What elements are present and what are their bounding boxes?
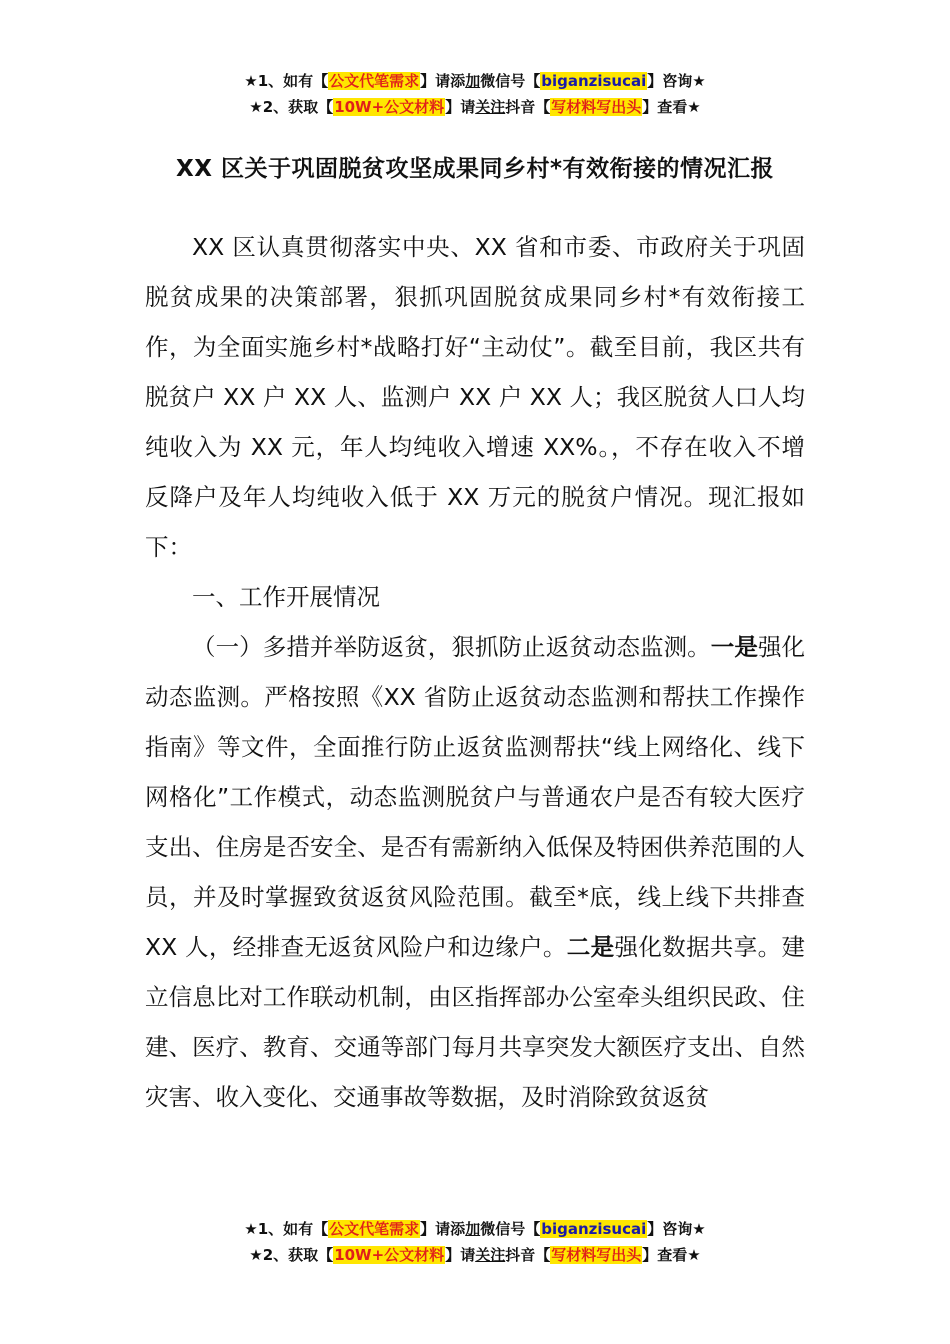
banner-wechat-id: biganzisucai — [541, 1220, 647, 1238]
banner-wechat-id: biganzisucai — [541, 72, 647, 90]
section-heading-1: 一、工作开展情况 — [192, 583, 380, 611]
banner-highlight-douyin: 写材料写出头 — [551, 98, 642, 116]
intro-paragraph: XX 区认真贯彻落实中央、XX 省和市委、市政府关于巩固脱贫成果的决策部署，狠抓巩固脱贫成果同乡村*有效衔接工作，为全面实施乡村*战略打好“主动仗”。截至目前，我区共有脱贫户 XX 户 XX 人、监测户 XX 户 XX 人；我区脱贫人口人均纯收入为 XX 元，年人均纯收入增速 XX%。，不存在收入不增反降户及年人均纯收入低于 XX 万元的脱贫户情况。现汇报如下： — [145, 233, 805, 561]
banner-highlight-service: 公文代笔需求 — [329, 72, 420, 90]
banner-highlight-service: 公文代笔需求 — [329, 1220, 420, 1238]
banner-highlight-douyin: 写材料写出头 — [551, 1246, 642, 1264]
banner-highlight-materials: 10W+公文材料 — [334, 1246, 445, 1264]
footer-banner — [0, 1216, 950, 1268]
paragraph-prevention: （一）多措并举防返贫，狠抓防止返贫动态监测。一是强化动态监测。严格按照《XX 省防止返贫动态监测和帮扶工作操作指南》等文件，全面推行防止返贫监测帮扶“线上网络化、线下网格化”工作模式，动态监测脱贫户与普通农户是否有较大医疗支出、住房是否安全、是否有需新纳入低保及特困供养范围的人员，并及时掌握致贫返贫风险范围。截至*底，线上线下共排查 XX 人，经排查无返贫风险户和边缘户。二是强化数据共享。建立信息比对工作联动机制，由区指挥部办公室牵头组织民政、住建、医疗、教育、交通等部门每月共享突发大额医疗支出、自然灾害、收入变化、交通事故等数据，及时消除致贫返贫 — [145, 633, 806, 1111]
banner-highlight-materials: 10W+公文材料 — [334, 98, 445, 116]
banner-line-1: ★1、如有【公文代笔需求】请添加微信号【biganzisucai】咨询★ — [244, 72, 706, 90]
banner-line-2: ★2、获取【10W+公文材料】请关注抖音【写材料写出头】查看★ — [249, 1246, 701, 1264]
point-marker-1: 一是 — [710, 633, 758, 661]
header-banner — [0, 68, 950, 120]
document-body — [145, 222, 805, 1122]
document-title: XX 区关于巩固脱贫攻坚成果同乡村*有效衔接的情况汇报 — [175, 156, 774, 182]
banner-line-1: ★1、如有【公文代笔需求】请添加微信号【biganzisucai】咨询★ — [244, 1220, 706, 1238]
banner-line-2: ★2、获取【10W+公文材料】请关注抖音【写材料写出头】查看★ — [249, 98, 701, 116]
point-marker-2: 二是 — [566, 933, 615, 961]
